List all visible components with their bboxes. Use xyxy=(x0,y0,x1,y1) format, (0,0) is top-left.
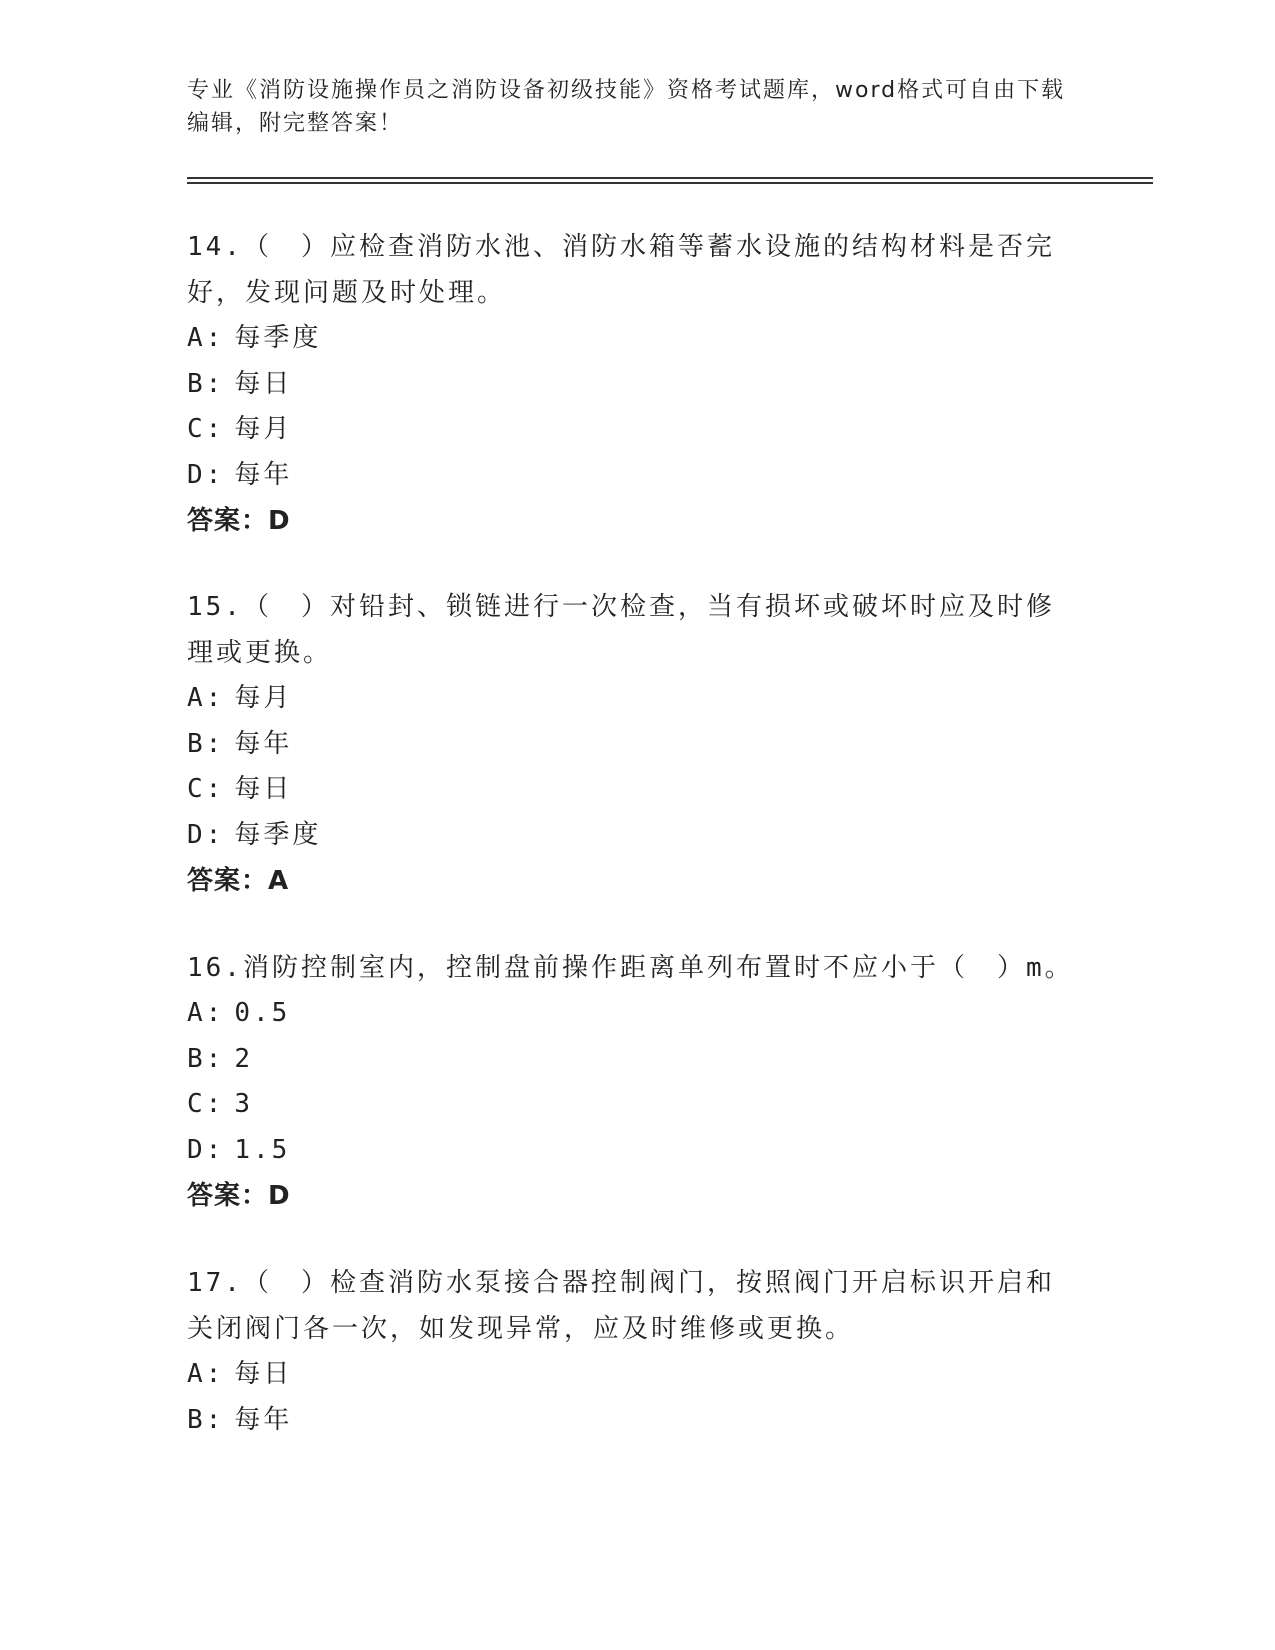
option-value: 每月 xyxy=(234,683,293,713)
question-text xyxy=(187,224,1077,316)
question-text xyxy=(187,945,1077,991)
question-body: （ ）应检查消防水池、消防水箱等蓄水设施的结构材料是否完好，发现问题及时处理。 xyxy=(187,232,1055,308)
answer xyxy=(187,498,1077,544)
option-key: B xyxy=(187,368,206,399)
option-value: 每日 xyxy=(234,774,293,804)
answer-label: 答案： xyxy=(187,506,269,536)
option-value: 0.5 xyxy=(234,998,291,1028)
option-value: 每年 xyxy=(234,459,293,490)
option-d: D: 1.5 xyxy=(187,1134,291,1165)
option-a: A: 每季度 xyxy=(187,323,322,353)
option-key: A xyxy=(187,998,206,1028)
option-b: B: 每年 xyxy=(187,728,293,759)
option-b: B: 每年 xyxy=(187,1404,293,1435)
question-15 xyxy=(187,584,1077,904)
option-c: C: 3 xyxy=(187,1089,253,1119)
answer-value: A xyxy=(268,866,290,896)
option-key: B xyxy=(187,1404,206,1435)
option-key: B xyxy=(187,728,206,759)
question-body: 消防控制室内，控制盘前操作距离单列布置时不应小于（ ）m。 xyxy=(242,953,1074,983)
question-17 xyxy=(187,1260,1077,1443)
option-key: A xyxy=(187,323,206,353)
option-key: A xyxy=(187,683,206,713)
option-key: C xyxy=(187,774,206,804)
option-value: 每季度 xyxy=(234,323,322,353)
answer-value: D xyxy=(268,1181,291,1211)
option-value: 每日 xyxy=(234,1359,293,1389)
question-14 xyxy=(187,224,1077,544)
answer xyxy=(187,1173,1077,1219)
option-a: A: 0.5 xyxy=(187,998,291,1028)
option-value: 每日 xyxy=(234,368,293,399)
question-16 xyxy=(187,945,1077,1219)
question-body: （ ）对铅封、锁链进行一次检查，当有损坏或破坏时应及时修理或更换。 xyxy=(187,592,1055,668)
option-key: C xyxy=(187,414,206,444)
option-value: 3 xyxy=(234,1089,253,1119)
option-value: 每月 xyxy=(234,414,293,444)
question-number: 17. xyxy=(187,1268,243,1298)
option-key: D xyxy=(187,819,206,850)
option-value: 每年 xyxy=(234,1404,293,1435)
option-key: D xyxy=(187,459,206,490)
question-body: （ ）检查消防水泵接合器控制阀门，按照阀门开启标识开启和关闭阀门各一次，如发现异常，应及时维修或更换。 xyxy=(187,1268,1055,1344)
option-value: 1.5 xyxy=(234,1134,291,1165)
question-number: 14. xyxy=(187,232,243,262)
option-key: D xyxy=(187,1134,206,1165)
header-divider-bottom xyxy=(187,182,1153,184)
option-b: B: 2 xyxy=(187,1043,253,1074)
option-d: D: 每年 xyxy=(187,459,293,490)
document-header xyxy=(187,74,1067,140)
answer xyxy=(187,858,1077,904)
question-text xyxy=(187,1260,1077,1352)
option-a: A: 每月 xyxy=(187,683,293,713)
option-d: D: 每季度 xyxy=(187,819,322,850)
question-number: 15. xyxy=(187,592,243,622)
answer-label: 答案： xyxy=(187,866,269,896)
option-b: B: 每日 xyxy=(187,368,293,399)
option-key: C xyxy=(187,1089,206,1119)
option-value: 每季度 xyxy=(234,819,322,850)
option-key: B xyxy=(187,1043,206,1074)
option-value: 每年 xyxy=(234,728,293,759)
option-c: C: 每日 xyxy=(187,774,293,804)
option-a: A: 每日 xyxy=(187,1359,293,1389)
option-value: 2 xyxy=(234,1043,253,1074)
header-text: 专业《消防设施操作员之消防设备初级技能》资格考试题库，word格式可自由下载编辑，附完整答案！ xyxy=(187,78,1066,136)
question-text xyxy=(187,584,1077,676)
question-number: 16. xyxy=(187,953,243,983)
answer-label: 答案： xyxy=(187,1181,269,1211)
option-c: C: 每月 xyxy=(187,414,293,444)
header-divider-top xyxy=(187,177,1153,179)
answer-value: D xyxy=(268,506,291,536)
option-key: A xyxy=(187,1359,206,1389)
